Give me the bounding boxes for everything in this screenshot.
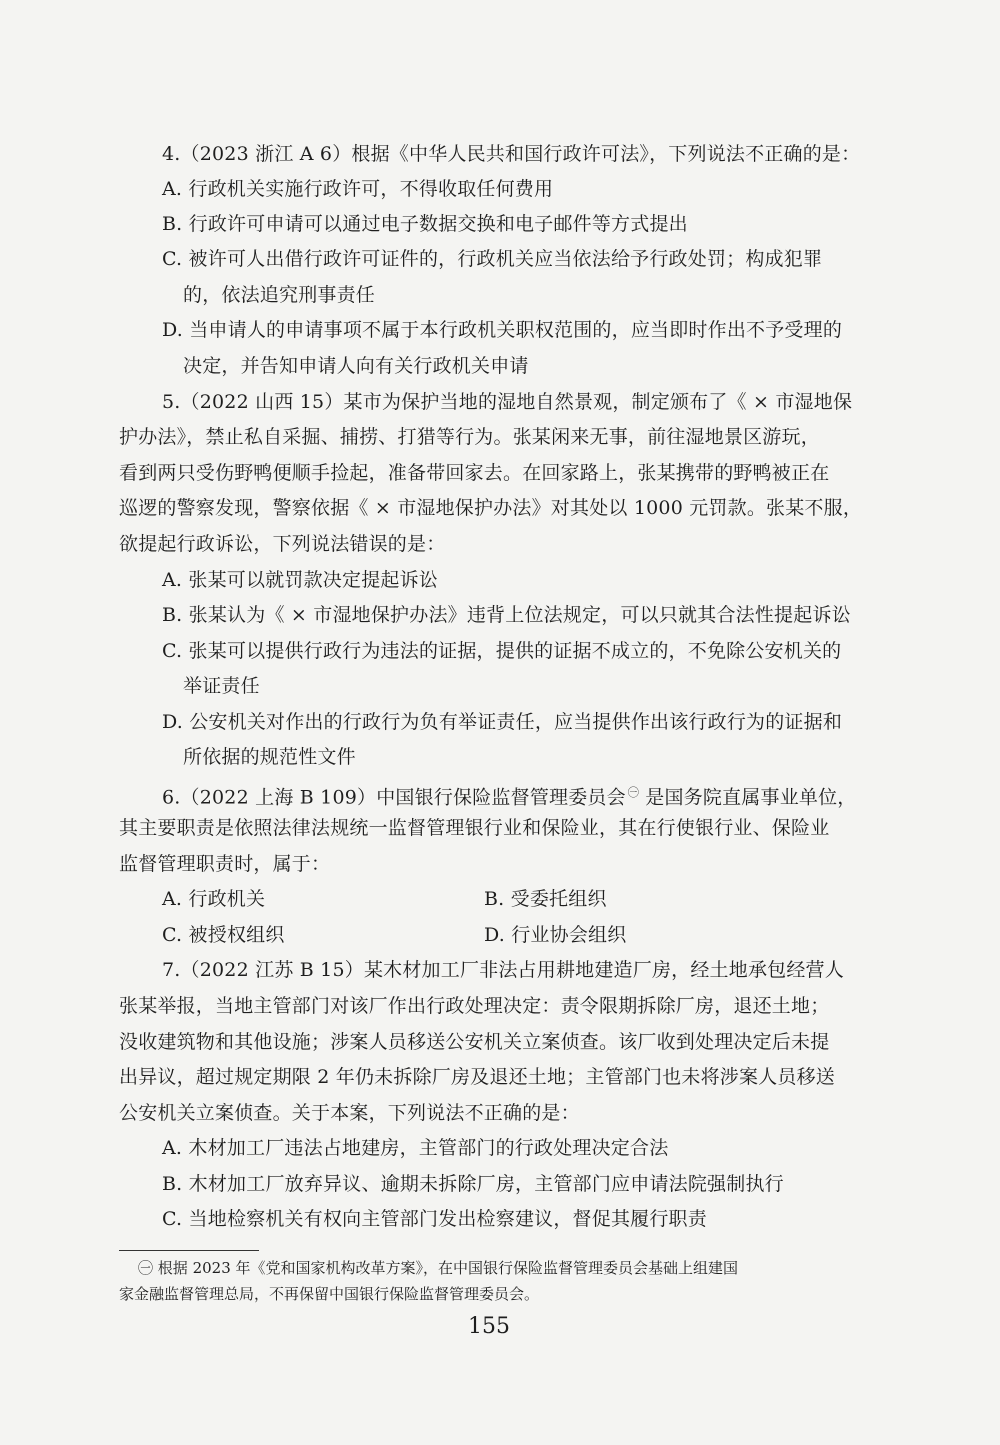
- q5-option-b: B. 张某认为《 × 市湿地保护办法》违背上位法规定，可以只就其合法性提起诉讼: [162, 604, 851, 626]
- question-6-stem-line: 监督管理职责时，属于：: [119, 853, 331, 875]
- q4-option-c: C. 被许可人出借行政许可证件的，行政机关应当依法给予行政处罚；构成犯罪: [162, 248, 823, 270]
- question-6-stem-part: 是国务院直属事业单位，: [645, 786, 857, 809]
- q6-option-b: B. 受委托组织: [484, 888, 607, 910]
- question-6-stem-line: [162, 779, 857, 811]
- q7-option-c: C. 当地检察机关有权向主管部门发出检察建议，督促其履行职责: [162, 1208, 707, 1230]
- question-7-stem-line: 没收建筑物和其他设施；涉案人员移送公安机关立案侦查。该厂收到处理决定后未提: [119, 1031, 830, 1053]
- question-4-stem: 4.（2023 浙江 A 6）根据《中华人民共和国行政许可法》，下列说法不正确的是：: [162, 143, 861, 165]
- q6-option-d: D. 行业协会组织: [484, 924, 627, 946]
- q4-option-c-cont: 的，依法追究刑事责任: [183, 284, 376, 306]
- footnote-text: 根据 2023 年《党和国家机构改革方案》，在中国银行保险监督管理委员会基础上组建国: [157, 1259, 739, 1277]
- q5-option-c-cont: 举证责任: [183, 675, 260, 697]
- footnote-line: 家金融监督管理总局，不再保留中国银行保险监督管理委员会。: [119, 1285, 540, 1303]
- q7-option-b: B. 木材加工厂放弃异议、逾期未拆除厂房，主管部门应申请法院强制执行: [162, 1173, 784, 1195]
- page-number: 155: [468, 1314, 510, 1339]
- question-5-stem-line: 看到两只受伤野鸭便顺手捡起，准备带回家去。在回家路上，张某携带的野鸭被正在: [119, 462, 830, 484]
- footnote-divider: [119, 1250, 259, 1251]
- question-6-stem-part: 6.（2022 上海 B 109）中国银行保险监督管理委员会: [162, 786, 626, 809]
- q5-option-d-cont: 所依据的规范性文件: [183, 746, 356, 768]
- q4-option-a: A. 行政机关实施行政许可，不得收取任何费用: [162, 178, 554, 200]
- question-7-stem-line: 7.（2022 江苏 B 15）某木材加工厂非法占用耕地建造厂房，经土地承包经营人: [162, 959, 844, 981]
- footnote-reference-mark[interactable]: ㊀: [627, 786, 640, 799]
- q5-option-d: D. 公安机关对作出的行政行为负有举证责任，应当提供作出该行政行为的证据和: [162, 711, 843, 733]
- question-5-stem-line: 5.（2022 山西 15）某市为保护当地的湿地自然景观，制定颁布了《 × 市湿地保: [162, 391, 853, 413]
- question-7-stem-line: 公安机关立案侦查。关于本案，下列说法不正确的是：: [119, 1102, 580, 1124]
- q6-option-c: C. 被授权组织: [162, 924, 285, 946]
- q4-option-d: D. 当申请人的申请事项不属于本行政机关职权范围的，应当即时作出不予受理的: [162, 319, 843, 341]
- q7-option-a: A. 木材加工厂违法占地建房，主管部门的行政处理决定合法: [162, 1137, 669, 1159]
- question-7-stem-line: 张某举报，当地主管部门对该厂作出行政处理决定：责令限期拆除厂房，退还土地；: [119, 995, 830, 1017]
- q5-option-c: C. 张某可以提供行政行为违法的证据，提供的证据不成立的，不免除公安机关的: [162, 640, 842, 662]
- footnote-mark: ㊀: [138, 1259, 154, 1277]
- q6-option-a: A. 行政机关: [162, 888, 266, 910]
- q4-option-b: B. 行政许可申请可以通过电子数据交换和电子邮件等方式提出: [162, 213, 688, 235]
- question-5-stem-line: 巡逻的警察发现，警察依据《 × 市湿地保护办法》对其处以 1000 元罚款。张某不服，: [119, 497, 863, 519]
- question-7-stem-line: 出异议，超过规定期限 2 年仍未拆除厂房及退还土地；主管部门也未将涉案人员移送: [119, 1066, 835, 1088]
- question-5-stem-line: 欲提起行政诉讼，下列说法错误的是：: [119, 533, 446, 555]
- q4-option-d-cont: 决定，并告知申请人向有关行政机关申请: [183, 355, 529, 377]
- question-5-stem-line: 护办法》，禁止私自采掘、捕捞、打猎等行为。张某闲来无事，前往湿地景区游玩，: [119, 426, 820, 448]
- q5-option-a: A. 张某可以就罚款决定提起诉讼: [162, 569, 439, 591]
- question-6-stem-line: 其主要职责是依照法律法规统一监督管理银行业和保险业，其在行使银行业、保险业: [119, 817, 830, 839]
- footnote-line: [138, 1257, 738, 1279]
